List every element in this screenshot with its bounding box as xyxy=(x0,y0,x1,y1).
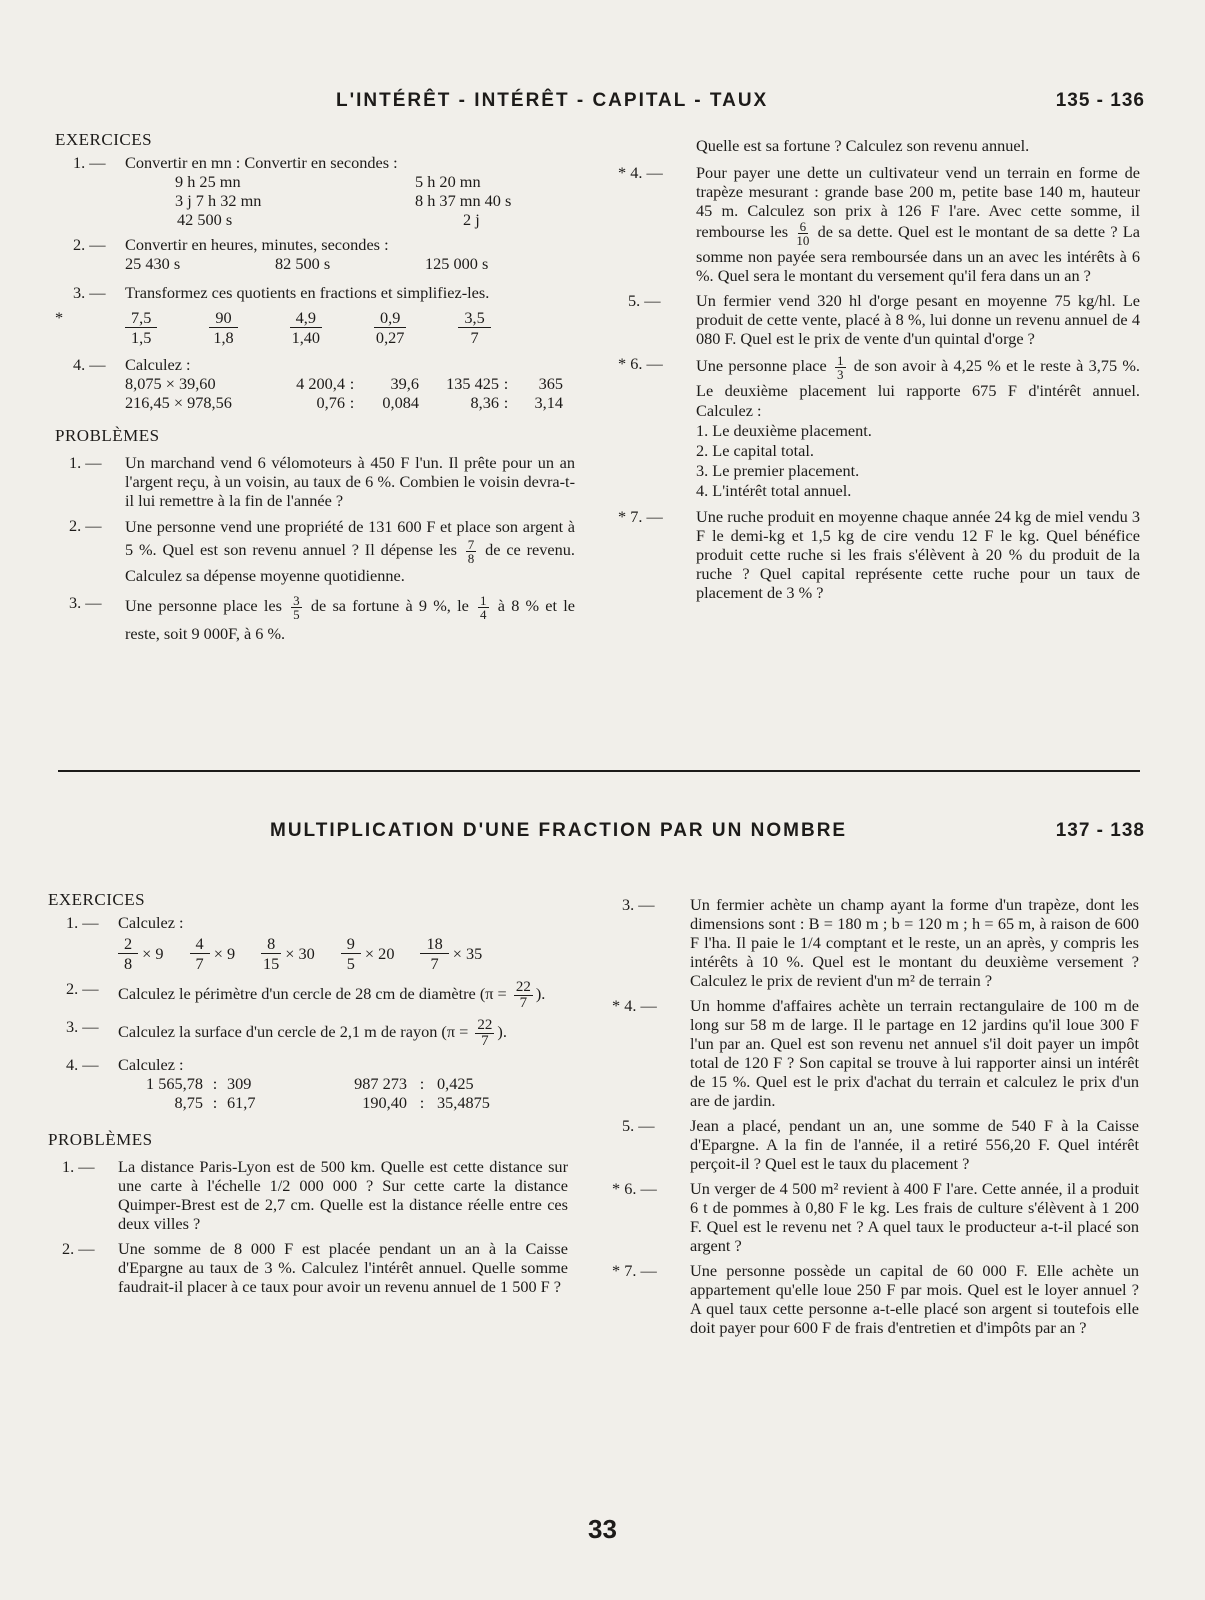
problem-2: 2. — Une somme de 8 000 F est placée pendant un an à la Caisse d'Epargne au taux de 3 %. Calculez l'intérêt annuel. Quelle somme faudrait-il placer à ce taux pour avoir un revenu annuel de 1 500 F ? xyxy=(62,1238,568,1296)
problem-4: * 4. — Pour payer une dette un cultivateur vend un terrain en forme de trapèze mesurant : grande base 200 m, petite base 140 m, hauteur 45 m. Calculez son prix à 126 F l'are. Avec cette somme, il rembourse les $\frac{6}{10}$ de sa dette. Quel est le montant de sa dette ? La somme non payée sera remboursée dans un an avec les intérêts à 6 %. Quel sera le montant du versement qu'il fera dans un an ? xyxy=(618,163,1140,285)
problem-6: * 6. — Un verger de 4 500 m² revient à 400 F l'are. Cette année, il a produit 6 t de pommes à 0,80 F le kg. Les frais de culture s'élèvent à 1 200 F. Quel est le revenu net ? A quel taux le producteur a-t-il placé son argent ? xyxy=(612,1179,1139,1255)
problem-1: 1. — Un marchand vend 6 vélomoteurs à 450 F l'un. Il prête pour un an l'argent reçu, à un voisin, au taux de 6 %. Combien le voisin devra-t-il lui remettre à la fin de l'année ? xyxy=(69,453,575,510)
fraction: $\frac{7}{8}$ xyxy=(467,537,475,566)
section-title: MULTIPLICATION D'UNE FRACTION PAR UN NOMBRE xyxy=(270,820,848,841)
problem-3: 3. — Une personne place les $\frac{3}{5}$ de sa fortune à 9 %, le $\frac{1}{4}$ à 8 % et le reste, soit 9 000F, à 6 %. xyxy=(69,592,576,643)
fraction: 90 1,8 xyxy=(209,308,237,347)
section-page-numbers: 135 - 136 xyxy=(1055,90,1145,111)
product: $\frac{2}{8}$ × 9 xyxy=(118,934,164,973)
problem-5: 5. — Un fermier vend 320 hl d'orge pesant en moyenne 75 kg/hl. Le produit de cette vente, placé à 8 %, lui donne un revenu annuel de 4 080 F. Quel est le prix de vente d'un quintal d'orge ? xyxy=(628,291,1140,348)
problem-3-continued: Quelle est sa fortune ? Calculez son revenu annuel. xyxy=(696,136,1030,155)
problemes-heading: PROBLÈMES xyxy=(48,1129,153,1149)
exercise-2: 2. — Calculez le périmètre d'un cercle de 28 cm de diamètre (π = $\frac{22}{7}$ ). xyxy=(66,978,546,1011)
exercise-1-values: 9 h 25 mn 5 h 20 mn 3 j 7 h 32 mn 8 h 37 mn 40 s 42 500 s 2 j xyxy=(175,172,512,229)
problem-2: 2. — Une personne vend une propriété de 131 600 F et place son argent à 5 %. Quel est son revenu annuel ? Il dépense les $\frac{7}{8}$ de ce revenu. Calculez sa dépense moyenne quotidienne. xyxy=(69,516,575,585)
product: $\frac{8}{15}$ × 30 xyxy=(263,934,315,973)
fraction: 3,5 7 xyxy=(458,308,490,347)
exercise-1-products xyxy=(118,934,568,973)
exercise-4: 4. — Calculez : xyxy=(66,1054,184,1074)
exercise-2-values: 25 430 s 82 500 s 125 000 s xyxy=(125,254,489,273)
page-number: 33 xyxy=(588,1514,617,1544)
exercise-1: 1. — Calculez : xyxy=(66,913,184,932)
fraction: $\frac{22}{7}$ xyxy=(515,978,531,1011)
exercise-1: 1. — Convertir en mn : Convertir en secondes : xyxy=(73,153,398,172)
section-page-numbers: 137 - 138 xyxy=(1055,820,1145,841)
section-divider xyxy=(58,770,1140,772)
left-column-bottom xyxy=(48,890,568,1302)
exercise-3: 3. — Calculez la surface d'un cercle de 2,1 m de rayon (π = $\frac{22}{7}$ ). xyxy=(66,1016,507,1049)
fraction: $\frac{3}{5}$ xyxy=(293,592,300,622)
product: $\frac{4}{7}$ × 9 xyxy=(190,934,236,973)
section-title: L'INTÉRÊT - INTÉRÊT - CAPITAL - TAUX xyxy=(336,90,769,111)
fraction: 7,5 1,5 xyxy=(125,308,157,347)
product: $\frac{9}{5}$ × 20 xyxy=(341,934,395,973)
problem-7: * 7. — Une ruche produit en moyenne chaque année 24 kg de miel vendu 3 F le demi-kg et 1,5 kg de cire vendu 12 F le kg. Quel bénéfice produit cette ruche si les frais s'élèvent à 20 % du produit de la ruche ? Quel capital représente cette ruche pour un taux de placement de 3 % ? xyxy=(618,507,1140,602)
problem-1: 1. — La distance Paris-Lyon est de 500 km. Quelle est cette distance sur une carte à l'échelle 1/2 000 000 ? Sur cette carte la distance Quimper-Brest est de 2,7 cm. Quelle est la distance réelle entre ces deux villes ? xyxy=(62,1156,568,1233)
product: $\frac{18}{7}$ × 35 xyxy=(420,934,482,973)
problem-4: * 4. — Un homme d'affaires achète un terrain rectangulaire de 100 m de long sur 58 m de large. Il le partage en 12 jardins qu'il loue 300 F l'un par an. Quel est son revenu net annuel s'il doit payer un impôt total de 120 F ? Son capital se trouve à lui rapporter ainsi un intérêt de 15 %. Quel est le prix d'achat du terrain et calculez le prix d'un are de jardin. xyxy=(612,996,1139,1110)
exercices-heading: EXERCICES xyxy=(55,130,153,149)
problem-3: 3. — Un fermier achète un champ ayant la forme d'un trapèze, dont les dimensions sont : B = 180 m ; b = 120 m ; h = 65 m, à raison de 600 F l'ha. Il paie le 1/4 comptant et le reste, un an après, y compris les intérêts à 10 %. Quel est le montant du deuxième versement ? Calculez le prix de revient d'un m² de terrain ? xyxy=(622,895,1139,990)
exercise-2: 2. — Convertir en heures, minutes, secondes : xyxy=(73,235,389,254)
fraction: $\frac{1}{4}$ xyxy=(480,592,487,622)
left-column-top xyxy=(55,130,575,653)
problem-7: * 7. — Une personne possède un capital de 60 000 F. Elle achète un appartement qu'elle loue 250 F par mois. Quel est le loyer annuel ? A quel taux cette personne a-t-elle placé son argent si toutefois elle doit payer pour 600 F de frais d'entretien et d'impôts par an ? xyxy=(612,1261,1139,1337)
fraction: 4,9 1,40 xyxy=(291,308,321,347)
right-column-top xyxy=(618,136,1140,608)
fraction: $\frac{1}{3}$ xyxy=(837,353,844,382)
exercise-3: 3. — Transformez ces quotients en fractions et simplifiez-les. xyxy=(73,283,490,302)
exercices-heading: EXERCICES xyxy=(48,890,146,909)
problemes-heading: PROBLÈMES xyxy=(55,426,160,445)
right-column-bottom xyxy=(612,895,1139,1343)
problem-6: * 6. — Une personne place $\frac{1}{3}$ de son avoir à 4,25 % et le reste à 3,75 %. Le deuxième placement lui rapporte 675 F d'intérêt annuel. Calculez : 1. Le deuxième placement. 2. Le capital total. 3. Le premier placement. 4. L'intérêt total annuel. xyxy=(618,353,1140,500)
fraction: $\frac{22}{7}$ xyxy=(477,1016,493,1049)
fraction: $\frac{6}{10}$ xyxy=(796,219,810,248)
exercise-4-values: 1 565,78 : 309 987 273 : 0,425 8,75 : 61,7 190,40 : 35,4875 xyxy=(146,1073,490,1112)
problem-5: 5. — Jean a placé, pendant un an, une somme de 540 F à la Caisse d'Epargne. A la fin de l'année, il a retiré 556,20 F. Quel intérêt perçoit-il ? Quel est le taux du placement ? xyxy=(622,1116,1139,1173)
exercise-3-fractions: * 7,5 1,5 90 1,8 4,9 1,40 0,9 0,27 3,5 7 xyxy=(55,308,575,347)
exercise-4-values: 8,075 × 39,60 4 200,4 : 39,6 135 425 : 365 216,45 × 978,56 0,76 : 0,084 8,36 : 3,14 xyxy=(125,374,563,412)
fraction: 0,9 0,27 xyxy=(375,308,405,347)
exercise-4: 4. — Calculez : xyxy=(73,355,191,374)
